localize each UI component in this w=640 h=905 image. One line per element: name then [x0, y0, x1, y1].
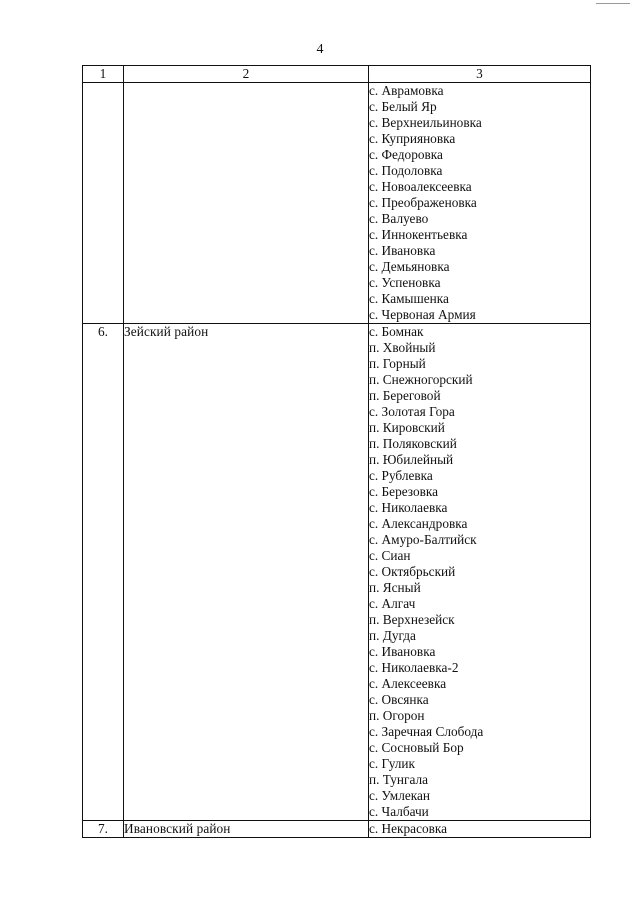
settlement-item: п. Хвойный	[369, 340, 436, 355]
settlement-item: с. Иннокентьевка	[369, 227, 468, 242]
settlement-item: п. Дугда	[369, 628, 416, 643]
table-row	[83, 83, 591, 324]
settlement-item: с. Куприяновка	[369, 131, 456, 146]
settlement-item: с. Золотая Гора	[369, 404, 455, 419]
settlement-item: п. Огорон	[369, 708, 425, 723]
settlement-item: с. Преображеновка	[369, 195, 477, 210]
settlements-list	[369, 324, 591, 821]
settlement-item: с. Успеновка	[369, 275, 441, 290]
settlement-item: с. Новоалексеевка	[369, 179, 472, 194]
row-number	[83, 83, 124, 324]
settlement-item: с. Александровка	[369, 516, 468, 531]
settlement-item: с. Демьяновка	[369, 259, 450, 274]
column-header-places: 3	[369, 66, 591, 83]
settlement-item: с. Алексеевка	[369, 676, 447, 691]
settlement-item: п. Горный	[369, 356, 426, 371]
settlement-item: с. Бомнак	[369, 324, 424, 339]
settlement-item: с. Белый Яр	[369, 99, 437, 114]
settlement-item: п. Поляковский	[369, 436, 457, 451]
settlement-item: с. Рублевка	[369, 468, 433, 483]
settlement-item: с. Некрасовка	[369, 821, 448, 836]
settlements-list	[369, 83, 591, 324]
settlement-item: с. Чалбачи	[369, 804, 429, 819]
settlement-item: п. Кировский	[369, 420, 445, 435]
settlements-list	[369, 821, 591, 838]
row-number: 7.	[83, 821, 124, 838]
settlement-item: с. Умлекан	[369, 788, 431, 803]
column-header-district: 2	[124, 66, 369, 83]
settlement-item: с. Камышенка	[369, 291, 449, 306]
settlement-item: с. Ивановка	[369, 644, 436, 659]
settlement-item: с. Николаевка-2	[369, 660, 459, 675]
settlement-item: п. Верхнезейск	[369, 612, 455, 627]
settlement-item: с. Верхнеильиновка	[369, 115, 482, 130]
district-name: Зейский район	[124, 324, 369, 821]
column-header-number: 1	[83, 66, 124, 83]
settlement-item: с. Заречная Слобода	[369, 724, 484, 739]
table-row	[83, 324, 591, 821]
settlement-item: с. Сосновый Бор	[369, 740, 464, 755]
settlement-item: п. Береговой	[369, 388, 441, 403]
page-number: 4	[316, 42, 324, 57]
table-row	[83, 821, 591, 838]
settlement-item: с. Березовка	[369, 484, 439, 499]
settlement-item: п. Снежногорский	[369, 372, 473, 387]
settlement-item: с. Гулик	[369, 756, 416, 771]
settlement-item: п. Юбилейный	[369, 452, 454, 467]
settlement-item: с. Ивановка	[369, 243, 436, 258]
settlement-item: с. Червоная Армия	[369, 307, 476, 322]
settlement-item: с. Аврамовка	[369, 83, 444, 98]
settlement-item: с. Сиан	[369, 548, 411, 563]
settlement-item: п. Тунгала	[369, 772, 428, 787]
settlement-item: с. Овсянка	[369, 692, 429, 707]
settlement-item: с. Федоровка	[369, 147, 443, 162]
settlement-item: с. Николаевка	[369, 500, 448, 515]
settlement-item: с. Подоловка	[369, 163, 443, 178]
table-header-row	[83, 66, 591, 83]
settlement-item: с. Амуро-Балтийск	[369, 532, 477, 547]
row-number: 6.	[83, 324, 124, 821]
district-name	[124, 83, 369, 324]
settlement-item: с. Валуево	[369, 211, 429, 226]
settlement-item: с. Октябрьский	[369, 564, 456, 579]
district-name: Ивановский район	[124, 821, 369, 838]
settlement-item: с. Алгач	[369, 596, 416, 611]
scan-edge-mark	[596, 3, 630, 4]
settlements-table	[82, 65, 591, 838]
settlement-item: п. Ясный	[369, 580, 421, 595]
